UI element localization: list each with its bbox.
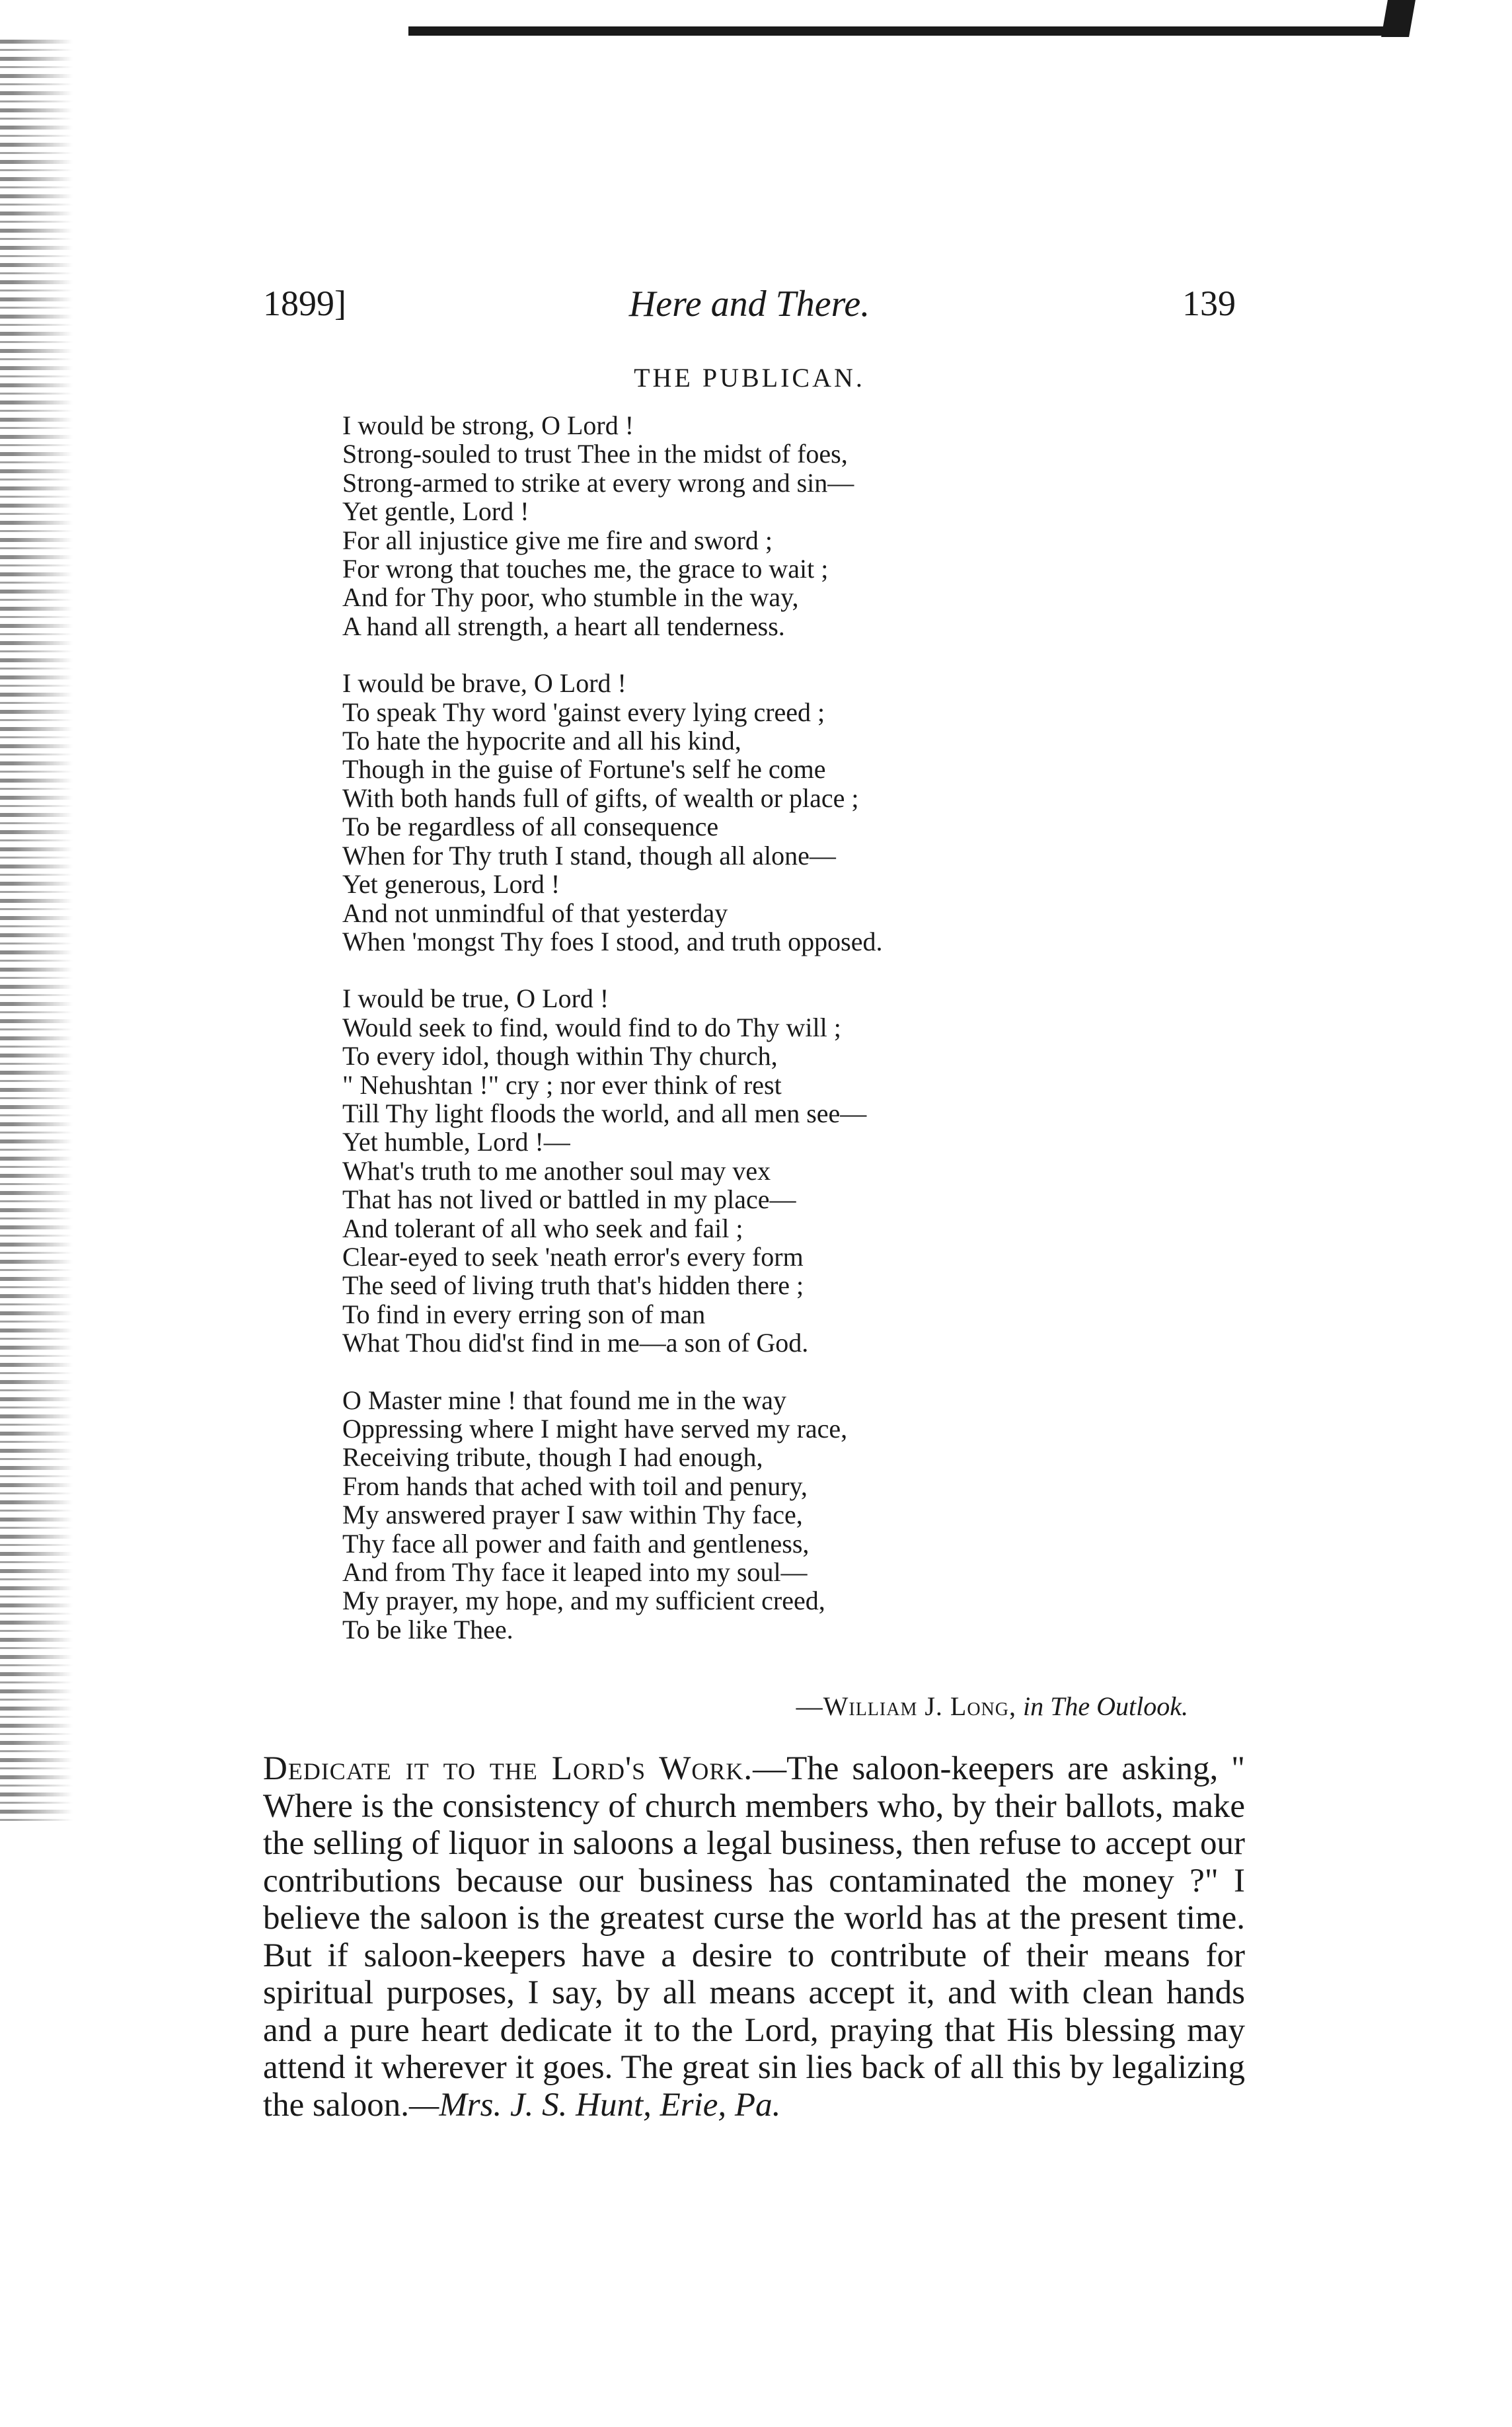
poem-line: Yet humble, Lord !— [342, 1127, 570, 1157]
poem-line: I would be brave, O Lord ! [342, 668, 626, 699]
poem-line: For wrong that touches me, the grace to wait ; [342, 554, 829, 584]
poem-line: And from Thy face it leaped into my soul— [342, 1557, 808, 1588]
header-year: 1899] [263, 284, 346, 323]
poem-line: What's truth to me another soul may vex [342, 1155, 771, 1186]
poem-line: From hands that ached with toil and penury, [342, 1471, 808, 1501]
poem-body [342, 411, 1188, 1672]
poem-line: The seed of living truth that's hidden there ; [342, 1270, 804, 1301]
attribution-source: The Outlook. [1050, 1691, 1188, 1721]
running-header [263, 283, 1236, 336]
poem-line: What Thou did'st find in me—a son of God. [342, 1328, 809, 1358]
poem-line: To be regardless of all consequence [342, 812, 719, 842]
top-rule-end [1381, 0, 1416, 37]
poem-stanza [342, 669, 1188, 956]
poem-line: When for Thy truth I stand, though all alone— [342, 840, 836, 870]
poem-line: A hand all strength, a heart all tenderness. [342, 611, 785, 641]
poem-line: That has not lived or battled in my place— [342, 1184, 796, 1215]
poem-line: To every idol, though within Thy church, [342, 1041, 778, 1071]
poem-line: Yet generous, Lord ! [342, 869, 560, 900]
poem-line: And not unmindful of that yesterday [342, 898, 728, 928]
poem-line: " Nehushtan !" cry ; nor ever think of rest [342, 1069, 782, 1100]
poem-line: And for Thy poor, who stumble in the way, [342, 582, 799, 613]
poem-line: I would be true, O Lord ! [342, 983, 609, 1014]
header-page-number: 139 [1182, 284, 1236, 323]
poem-line: Clear-eyed to seek 'neath error's every form [342, 1241, 804, 1272]
poem-line: For all injustice give me fire and sword ; [342, 525, 773, 555]
poem-title: THE PUBLICAN. [634, 363, 865, 393]
article-body: —The saloon-keepers are asking, " Where is the consistency of church members who, by their ballots, make the selling of liquor in saloons a legal business, then refuse to accept our contributions because our business has contaminated the money ?" I believe the saloon is the greatest curse the world has at the present time. But if saloon-keepers have a desire to contribute of their means for spiritual purposes, I say, by all means accept it, and with clean hands and a pure heart dedicate it to the Lord, praying that His blessing may attend it wherever it goes. The great sin lies back of all this by legalizing the saloon. [263, 1750, 1245, 2124]
article-paragraph [263, 1750, 1245, 2124]
poem-line: My answered prayer I saw within Thy face, [342, 1500, 803, 1530]
poem-line: Strong-armed to strike at every wrong and sin— [342, 467, 854, 498]
poem-line: To hate the hypocrite and all his kind, [342, 726, 741, 756]
poem-line: O Master mine ! that found me in the way [342, 1385, 787, 1415]
article-signature: —Mrs. J. S. Hunt, Erie, Pa. [408, 2086, 781, 2124]
poem-line: To be like Thee. [342, 1614, 513, 1644]
poem-line: Oppressing where I might have served my race, [342, 1414, 848, 1444]
top-rule [408, 26, 1400, 36]
poem-stanza [342, 984, 1188, 1357]
poem-line: To find in every erring son of man [342, 1299, 706, 1329]
poem-stanza [342, 1386, 1188, 1644]
poem-line: Strong-souled to trust Thee in the midst of foes, [342, 439, 848, 469]
poem-line: I would be strong, O Lord ! [342, 410, 634, 440]
poem-line: Receiving tribute, though I had enough, [342, 1442, 763, 1473]
poem-line: When 'mongst Thy foes I stood, and truth opposed. [342, 926, 883, 956]
poem-line: My prayer, my hope, and my sufficient creed, [342, 1586, 825, 1616]
attribution-prefix: in [1023, 1691, 1044, 1721]
poem-line: With both hands full of gifts, of wealth or place ; [342, 783, 859, 813]
page-binding-edge [0, 40, 73, 1824]
poem-attribution [796, 1691, 1188, 1722]
poem-line: Yet gentle, Lord ! [342, 496, 529, 527]
header-running-title: Here and There. [628, 284, 870, 325]
poem-line: To speak Thy word 'gainst every lying creed ; [342, 697, 825, 727]
poem-stanza [342, 411, 1188, 640]
poem-line: Though in the guise of Fortune's self he come [342, 754, 826, 785]
attribution-author: —William J. Long, [796, 1691, 1016, 1721]
poem-line: Till Thy light floods the world, and all men see— [342, 1098, 867, 1128]
article-lead: Dedicate it to the Lord's Work. [263, 1750, 753, 1787]
poem-line: Thy face all power and faith and gentleness, [342, 1528, 810, 1559]
poem-line: Would seek to find, would find to do Thy will ; [342, 1012, 841, 1042]
poem-line: And tolerant of all who seek and fail ; [342, 1213, 743, 1243]
